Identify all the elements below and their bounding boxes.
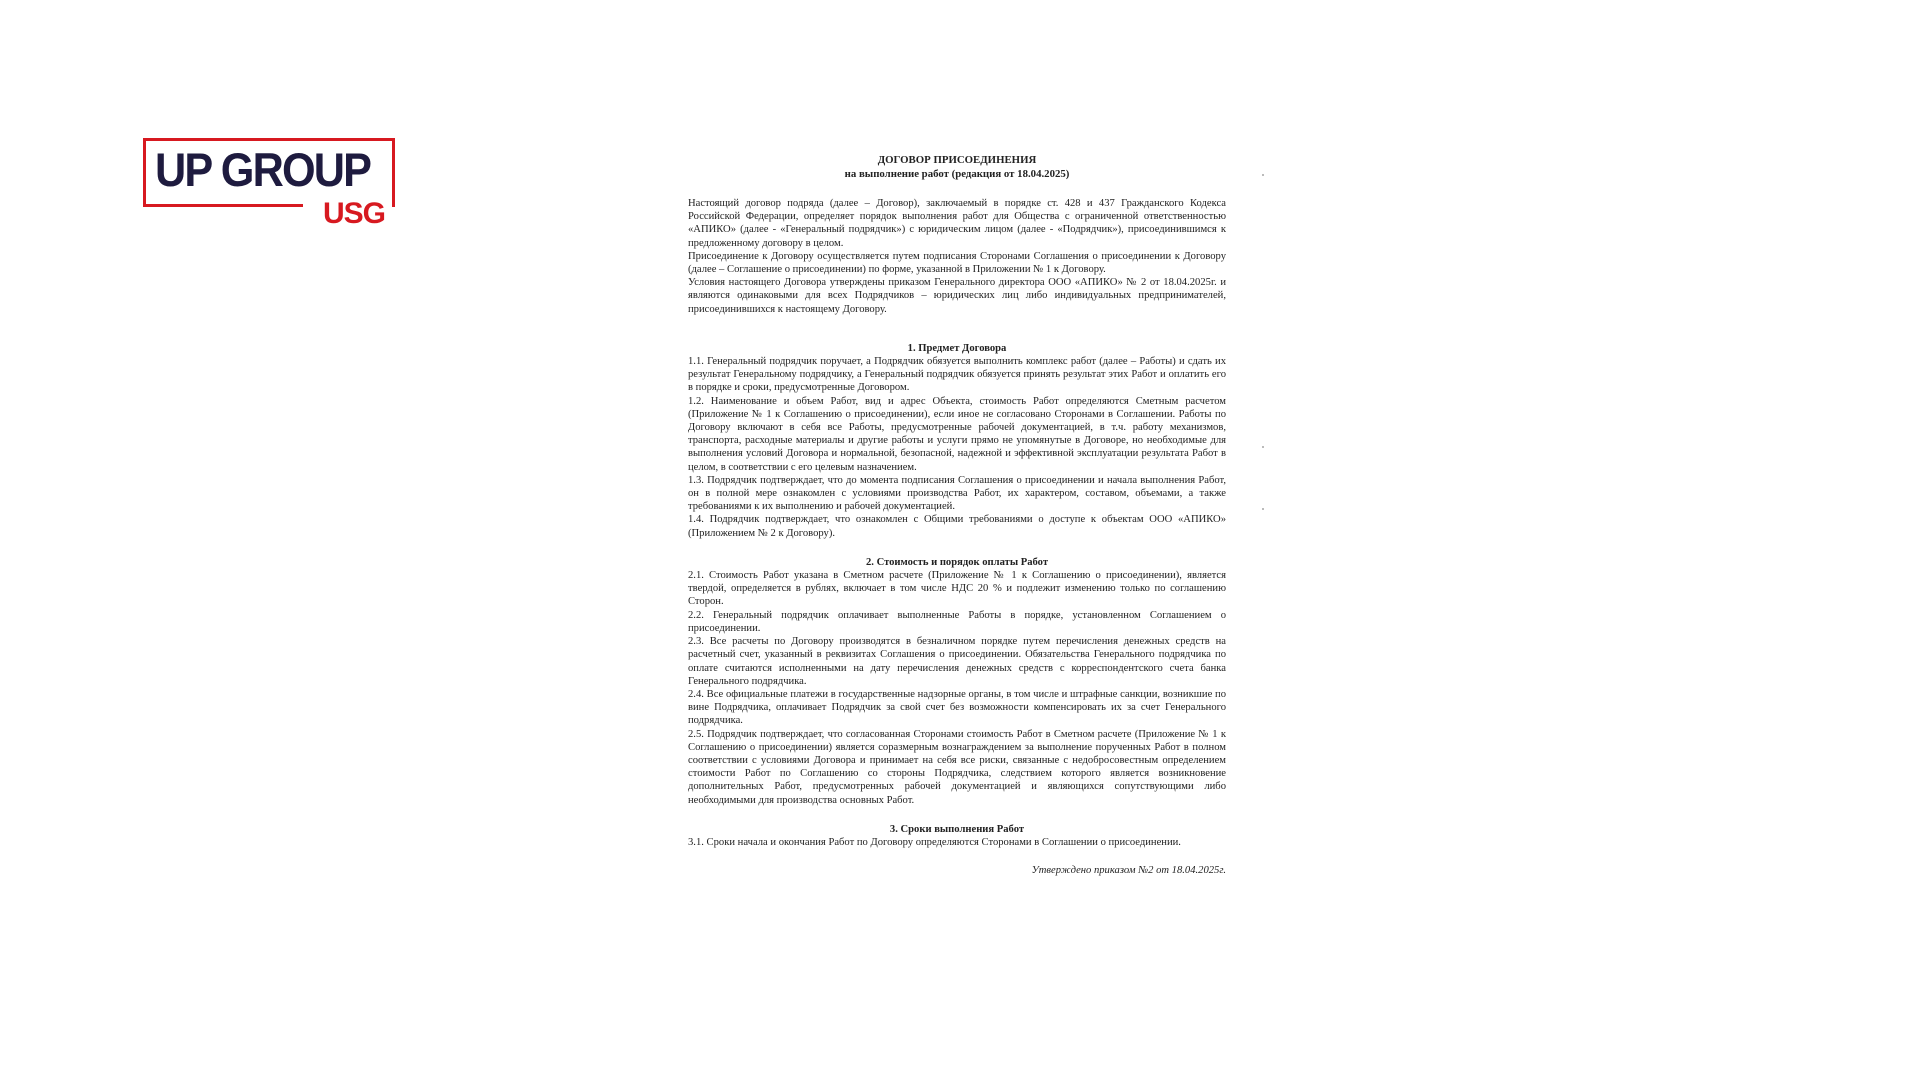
intro-block: [688, 197, 1226, 316]
scan-mark: [1262, 508, 1264, 510]
intro-paragraph: Присоединение к Договору осуществляется путем подписания Сторонами Соглашения о присоединении к Договору (далее – Соглашение о присоединении) по форме, указанной в Приложении № 1 к Договору.: [688, 250, 1226, 276]
company-logo: [143, 138, 393, 230]
scan-mark: [1262, 446, 1264, 448]
clause-2-3: 2.3. Все расчеты по Договору производятся в безналичном порядке путем перечисления денежных средств на расчетный счет, указанный в реквизитах Соглашения о присоединении. Обязательства Генерального подрядчика по оплате считаются исполненными на дату перечисления денежных средств с корреспондентского счета банка Генерального подрядчика.: [688, 636, 1226, 687]
clause-1-1: 1.1. Генеральный подрядчик поручает, а Подрядчик обязуется выполнить комплекс работ (далее – Работы) и сдать их результат Генеральному подрядчику, а Генеральный подрядчик обязуется принять результат этих Работ и оплатить его в порядке и сроки, предусмотренные Договором.: [688, 356, 1226, 394]
section-3: [688, 823, 1226, 849]
clause-1-2: 1.2. Наименование и объем Работ, вид и адрес Объекта, стоимость Работ определяются Сметным расчетом (Приложение № 1 к Соглашению о присоединении), если иное не согласовано Сторонами в Соглашении. Работы по Договору включают в себя все Работы, предусмотренные рабочей документацией, в т.ч. работу механизмов, транспорта, расходные материалы и другие работы и услуги прямо не упомянутые в Договоре, но необходимые для выполнения условий Договора и нормальной, безопасной, надежной и эффективной эксплуатации результата Работ в целом, в соответствии с его целевым назначением.: [688, 395, 1226, 473]
intro-paragraph: Условия настоящего Договора утверждены приказом Генерального директора ООО «АПИКО» № 2 от 18.04.2025г. и являются одинаковыми для всех Подрядчиков – юридических лиц либо индивидуальных предпринимателей, присоединившихся к настоящему Договору.: [688, 277, 1226, 315]
clause-2-1: 2.1. Стоимость Работ указана в Сметном расчете (Приложение № 1 к Соглашению о присоединении), является твердой, определяется в рублях, включает в том числе НДС 20 % и подлежит изменению только по соглашению Сторон.: [688, 570, 1226, 608]
clause-2-2: 2.2. Генеральный подрядчик оплачивает выполненные Работы в порядке, установленном Соглашением о присоединении.: [688, 609, 1226, 634]
scan-mark: [1262, 174, 1264, 176]
approval-note: Утверждено приказом №2 от 18.04.2025г.: [1031, 865, 1226, 877]
document-title: ДОГОВОР ПРИСОЕДИНЕНИЯ: [877, 154, 1037, 166]
clause-2-4: 2.4. Все официальные платежи в государственные надзорные органы, в том числе и штрафные санкции, возникшие по вине Подрядчика, оплачивает Подрядчик за свой счет без возможности компенсировать их за счет Генерального подрядчика.: [688, 688, 1226, 727]
contract-document: [688, 154, 1226, 888]
clause-3-1: 3.1. Сроки начала и окончания Работ по Договору определяются Сторонами в Соглашении о присоединении.: [688, 836, 1181, 848]
document-subtitle: на выполнение работ (редакция от 18.04.2025): [844, 167, 1070, 180]
logo-sub-text: USG: [323, 197, 386, 230]
section-2: [688, 556, 1226, 807]
logo-main-text: UP GROUP: [155, 143, 371, 196]
intro-paragraph: Настоящий договор подряда (далее – Договор), заключаемый в порядке ст. 428 и 437 Гражданского Кодекса Российской Федерации, определяет порядок выполнения работ для Общества с ограниченной ответственностью «АПИКО» (далее - «Генеральный подрядчик») с юридическим лицом (далее - «Подрядчик»), присоединившимся к предложенному договору в целом.: [688, 198, 1226, 249]
section-heading: 1. Предмет Договора: [907, 342, 1007, 354]
clause-1-4: 1.4. Подрядчик подтверждает, что ознакомлен с Общими требованиями о доступе к объектам ООО «АПИКО» (Приложением № 2 к Договору).: [688, 514, 1226, 539]
section-heading: 2. Стоимость и порядок оплаты Работ: [865, 556, 1049, 568]
clause-2-5: 2.5. Подрядчик подтверждает, что согласованная Сторонами стоимость Работ в Сметном расчете (Приложение № 1 к Соглашению о присоединении) является соразмерным вознаграждением за выполнение порученных Работ в полном соответствии с условиями Договора и принимает на себя все риски, связанные с недобросовестным определением стоимости Работ по Соглашению со стороны Подрядчика, следствием которого является возникновение дополнительных Работ, предусмотренных рабочей документацией и являющихся сопутствующими либо необходимыми для производства основных Работ.: [688, 728, 1226, 806]
section-heading: 3. Сроки выполнения Работ: [889, 823, 1025, 835]
section-1: [688, 342, 1226, 540]
clause-1-3: 1.3. Подрядчик подтверждает, что до момента подписания Соглашения о присоединении и начала выполнения Работ, он в полной мере ознакомлен с условиями производства Работ, их характером, составом, объемами, а также требованиями к их выполнению и рабочей документацией.: [688, 474, 1226, 513]
